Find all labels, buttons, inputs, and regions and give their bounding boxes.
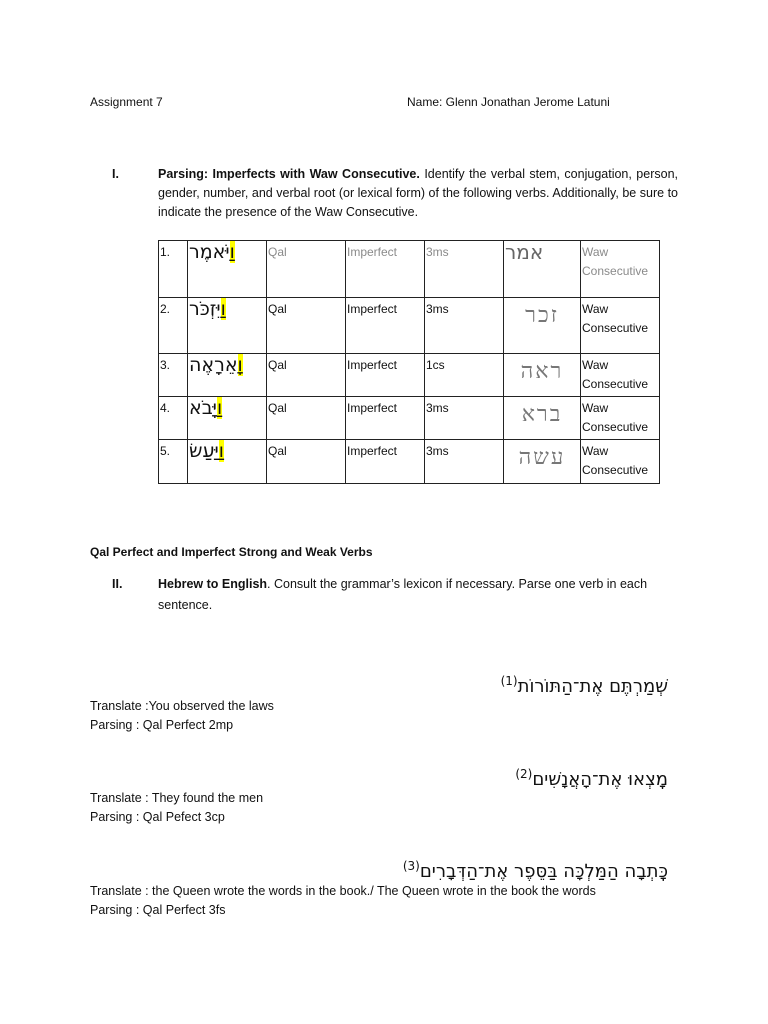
section-2-number: II. [112,577,123,591]
waw-consecutive-cell: Waw Consecutive [581,241,660,298]
hebrew-verb-cell [188,241,267,298]
stem-cell: Qal [267,241,346,298]
pgn-cell: 1cs [425,354,504,397]
hebrew-verb-cell [188,298,267,354]
conjugation-cell: Imperfect [346,241,425,298]
waw-consecutive-cell: Waw Consecutive [581,397,660,440]
row-number: 5. [160,444,171,458]
assignment-title: Assignment 7 [90,95,163,109]
verb-rest: יֹּאמֶר [189,241,230,263]
hebrew-verb [189,399,222,418]
verb-root: זכר [525,303,559,328]
hebrew-verb [189,442,224,461]
waw-prefix: וַ [218,440,224,462]
conjugation-cell: Imperfect [346,354,425,397]
row-number-cell [159,298,188,354]
parsing-2: Parsing : Qal Pefect 3cp [90,810,225,824]
subheading: Qal Perfect and Imperfect Strong and Weak Verbs [90,545,373,559]
row-number-cell [159,440,188,484]
section-1-number: I. [112,167,119,181]
parsing-3: Parsing : Qal Perfect 3fs [90,903,226,917]
root-cell [504,440,581,484]
table-row [159,354,660,397]
table-row [159,241,660,298]
waw-consecutive-cell: Waw Consecutive [581,440,660,484]
hebrew-sentence-1 [501,674,668,697]
waw-prefix: וַ [229,241,235,263]
root-cell [504,397,581,440]
waw-consecutive-cell: Waw Consecutive [581,354,660,397]
translation-1: Translate :You observed the laws [90,699,274,713]
hebrew-verb-cell [188,397,267,440]
stem-cell: Qal [267,298,346,354]
sentence-number-3: (3) [402,859,420,873]
parsing-table [158,240,660,484]
table-row [159,440,660,484]
row-number: 4. [160,401,171,415]
section-1-title: Parsing: Imperfects with Waw Consecutive. [158,167,420,181]
row-number-cell [159,397,188,440]
hebrew-verb [189,356,243,375]
conjugation-cell: Imperfect [346,298,425,354]
row-number: 2. [160,302,171,316]
verb-rest: יָּבֹא [189,397,217,419]
waw-prefix: וָ [237,354,243,376]
hebrew-verb [189,243,235,262]
translation-2: Translate : They found the men [90,791,264,805]
stem-cell: Qal [267,440,346,484]
hebrew-verb-cell [188,354,267,397]
table-row [159,397,660,440]
hebrew-text-3: כָּֽתְבָה הַמַּלְכָּה בַּסֵּפֶר אֶת־הַדְּבָרִים [419,861,668,882]
section-2-text: . Consult the grammar’s lexicon if necessary. Parse one verb in each sentence. [158,577,648,612]
pgn-cell: 3ms [425,397,504,440]
verb-rest: יִּזְכֹּר [189,298,221,320]
verb-root: ברא [521,402,563,427]
pgn-cell: 3ms [425,241,504,298]
verb-root: עשה [518,445,566,470]
hebrew-text-1: שְׁמַרְתֶּם אֶת־הַתּוֹרוֹת [517,676,668,697]
root-cell [504,241,581,298]
verb-rest: יַּעַשׂ [189,440,219,462]
pgn-cell: 3ms [425,440,504,484]
conjugation-cell: Imperfect [346,440,425,484]
student-name: Name: Glenn Jonathan Jerome Latuni [407,95,610,109]
parsing-1: Parsing : Qal Perfect 2mp [90,718,234,732]
hebrew-sentence-3 [403,859,668,882]
translation-3: Translate : the Queen wrote the words in the book./ The Queen wrote in the book the words [90,884,596,898]
verb-root: אמר [505,240,544,264]
section-1-text: Identify the verbal stem, conjugation, person, gender, number, and verbal root (or lexical form) of the following verbs. Additionally, be sure to indicate the presence of the Waw Consecutive. [158,167,678,219]
waw-consecutive-cell: Waw Consecutive [581,298,660,354]
hebrew-text-2: מָֽצְאוּ אֶת־הָאֲנָשִׁים [532,769,668,790]
section-1-instructions [158,165,678,222]
hebrew-verb-cell [188,440,267,484]
verb-rest: אֵרָאֶה [189,354,238,376]
row-number: 3. [160,358,171,372]
hebrew-sentence-2 [515,767,668,790]
hebrew-verb [189,300,226,319]
sentence-number-1: (1) [500,674,518,688]
section-2-title: Hebrew to English [158,577,268,591]
section-2-instructions [158,574,678,616]
row-number-cell [159,354,188,397]
parsing-table-body [159,241,660,484]
conjugation-cell: Imperfect [346,397,425,440]
stem-cell: Qal [267,397,346,440]
table-row [159,298,660,354]
sentence-number-2: (2) [515,767,533,781]
root-cell [504,354,581,397]
stem-cell: Qal [267,354,346,397]
row-number: 1. [160,245,171,259]
waw-prefix: וַ [220,298,226,320]
row-number-cell [159,241,188,298]
pgn-cell: 3ms [425,298,504,354]
waw-prefix: וַ [216,397,223,419]
root-cell [504,298,581,354]
verb-root: ראה [520,359,564,384]
